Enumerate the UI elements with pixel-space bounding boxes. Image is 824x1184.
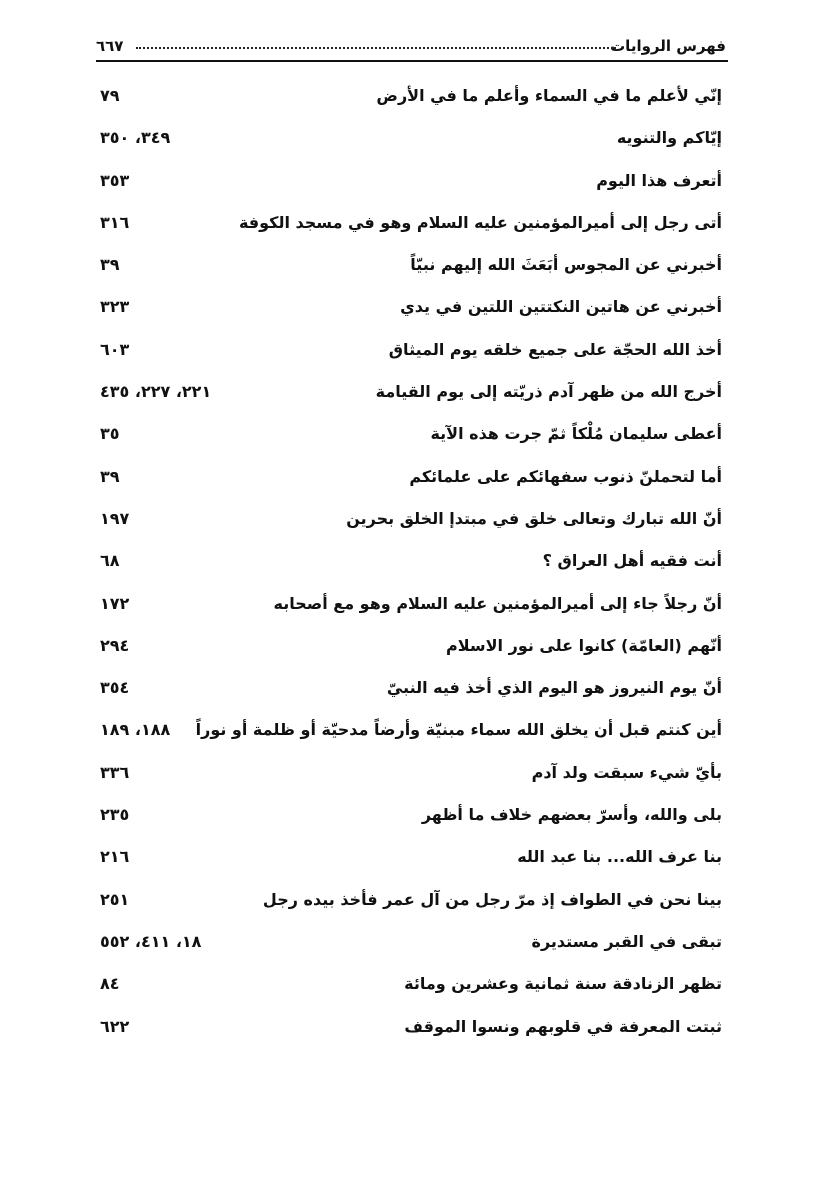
- index-entry: [96, 499, 722, 541]
- index-entry: [96, 1007, 722, 1049]
- entry-text: أعطى سليمان مُلْكاً ثمّ جرت هذه الآية: [430, 424, 722, 444]
- entry-page-refs: ٣٤٩، ٣٥٠: [100, 128, 171, 148]
- header-title: فهرس الروايات: [610, 37, 726, 55]
- entry-page-refs: ٣٩: [100, 466, 120, 486]
- entry-text: أنت فقيه أهل العراق ؟: [542, 551, 722, 571]
- index-entry: [96, 203, 722, 245]
- entry-text: أنّ رجلاً جاء إلى أميرالمؤمنين عليه السلام وهو مع أصحابه: [273, 593, 722, 613]
- entry-text: أنّ يوم النيروز هو اليوم الذي أخذ فيه النبيّ: [386, 678, 722, 698]
- entry-text: أخرج الله من ظهر آدم ذريّته إلى يوم القيامة: [375, 382, 722, 402]
- entry-page-refs: ٣١٦: [100, 212, 130, 232]
- entry-page-refs: ١٧٢: [100, 593, 130, 613]
- entry-text: أنّ الله تبارك وتعالى خلق في مبتدإ الخلق بحرين: [346, 508, 722, 528]
- entry-page-refs: ١٩٧: [100, 508, 130, 528]
- index-entry: [96, 76, 722, 118]
- entry-page-refs: ٨٤: [100, 974, 120, 994]
- entry-text: أنّهم (العامّة) كانوا على نور الاسلام: [446, 635, 722, 655]
- index-entry: [96, 880, 722, 922]
- entry-page-refs: ١٨٨، ١٨٩: [100, 720, 171, 740]
- entry-page-refs: ٣٥٣: [100, 170, 130, 190]
- entry-text: إيّاكم والتنويه: [616, 128, 722, 148]
- index-entry: [96, 245, 722, 287]
- index-entry: [96, 330, 722, 372]
- index-entry: [96, 457, 722, 499]
- index-entry: [96, 753, 722, 795]
- entry-text: ثبتت المعرفة في قلوبهم ونسوا الموقف: [404, 1016, 722, 1036]
- index-entry: [96, 414, 722, 456]
- entry-page-refs: ٦٢٢: [100, 1016, 130, 1036]
- entry-text: أين كنتم قبل أن يخلق الله سماء مبنيّة وأرضاً مدحيّة أو ظلمة أو نوراً: [195, 720, 722, 740]
- entry-text: أخبرني عن هاتين النكتتين اللتين في يدي: [400, 297, 722, 317]
- index-entry: [96, 837, 722, 879]
- index-entry: [96, 287, 722, 329]
- entry-page-refs: ٢٩٤: [100, 635, 130, 655]
- entry-text: أخبرني عن المجوس أبَعَثَ الله إليهم نبيّاً: [410, 255, 722, 275]
- index-entry: [96, 161, 722, 203]
- index-entry: [96, 710, 722, 752]
- entry-page-refs: ٧٩: [100, 86, 120, 105]
- entry-page-refs: ٢٥١: [100, 889, 130, 909]
- index-entry: [96, 795, 722, 837]
- entry-text: إنّي لأعلم ما في السماء وأعلم ما في الأرض: [376, 86, 722, 105]
- entry-text: تبقى في القبر مستديرة: [531, 931, 722, 951]
- index-entry: [96, 541, 722, 583]
- header-rule: [96, 60, 728, 62]
- entry-page-refs: ٢٢١، ٢٢٧، ٤٣٥: [100, 382, 212, 402]
- index-entry: [96, 584, 722, 626]
- entry-page-refs: ٣٩: [100, 255, 120, 275]
- index-entry: [96, 372, 722, 414]
- entry-text: أتى رجل إلى أميرالمؤمنين عليه السلام وهو في مسجد الكوفة: [238, 212, 722, 232]
- page-number: ٦٦٧: [96, 37, 124, 55]
- entry-page-refs: ٣٥٤: [100, 678, 130, 698]
- index-entry: [96, 922, 722, 964]
- entry-page-refs: ٦٠٣: [100, 339, 130, 359]
- entry-page-refs: ٢١٦: [100, 847, 130, 867]
- index-entry-list: [96, 76, 722, 1049]
- entry-page-refs: ٦٨: [100, 551, 120, 571]
- entry-page-refs: ٣٣٦: [100, 762, 130, 782]
- entry-text: تظهر الزنادقة سنة ثمانية وعشرين ومائة: [404, 974, 722, 994]
- entry-text: بلى والله، وأسرّ بعضهم خلاف ما أظهر: [421, 805, 722, 825]
- entry-text: بينا نحن في الطواف إذ مرّ رجل من آل عمر فأخذ بيده رجل: [262, 889, 722, 909]
- entry-page-refs: ١٨، ٤١١، ٥٥٢: [100, 931, 202, 951]
- dotted-leader: [136, 47, 616, 49]
- entry-page-refs: ٣٥: [100, 424, 120, 444]
- index-entry: [96, 626, 722, 668]
- index-entry: [96, 668, 722, 710]
- running-header: [96, 33, 726, 59]
- entry-text: أما لتحملنّ ذنوب سفهائكم على علمائكم: [409, 466, 722, 486]
- entry-page-refs: ٣٢٣: [100, 297, 130, 317]
- entry-text: أتعرف هذا اليوم: [596, 170, 722, 190]
- entry-page-refs: ٢٣٥: [100, 805, 130, 825]
- entry-text: أخذ الله الحجّة على جميع خلقه يوم الميثاق: [388, 339, 722, 359]
- index-entry: [96, 964, 722, 1006]
- entry-text: بأيّ شيء سبقت ولد آدم: [531, 762, 722, 782]
- index-entry: [96, 118, 722, 160]
- entry-text: بنا عرف الله... بنا عبد الله: [517, 847, 722, 867]
